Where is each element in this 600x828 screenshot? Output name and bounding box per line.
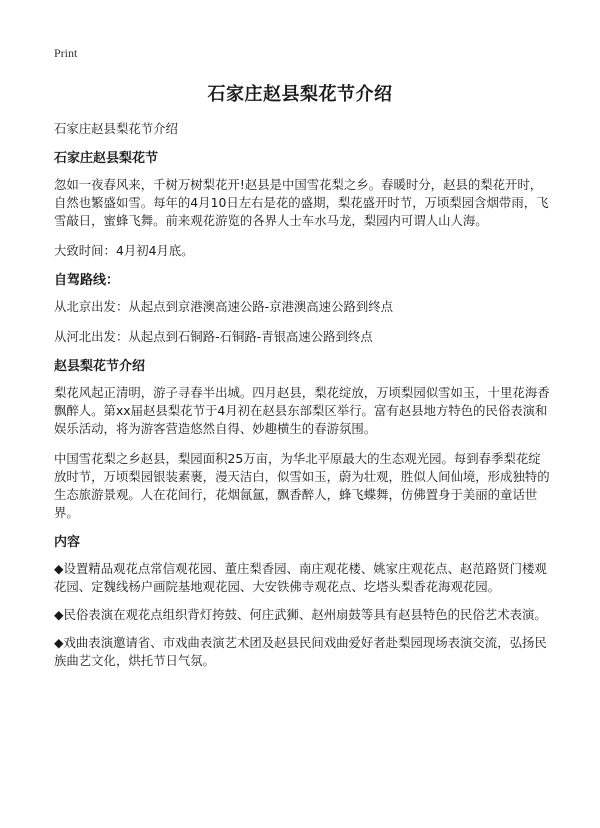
paragraph: 梨花风起正清明，游子寻春半出城。四月赵县，梨花绽放，万顷梨园似雪如玉，十里花海香飘醉人。第xx届赵县梨花节于4月初在赵县东部梨区举行。富有赵县地方特色的民俗表演和娱乐活动，将为游客营造悠然自得、妙趣横生的春游氛围。 xyxy=(54,385,550,436)
article-body xyxy=(54,120,550,680)
section-driving-route xyxy=(54,272,550,346)
section-heading: 内容 xyxy=(54,535,81,550)
paragraph: 中国雪花梨之乡赵县，梨园面积25万亩，为华北平原最大的生态观光园。每到春季梨花绽放时节，万顷梨园银装素裹，漫天洁白，似雪如玉，蔚为壮观，胜似人间仙境，形成独特的生态旅游景观。人在花间行，花烟氤氲，飘香醉人，蜂飞蝶舞，仿佛置身于美丽的童话世界。 xyxy=(54,451,550,520)
section-festival xyxy=(54,150,550,260)
bullet-item: ◆戏曲表演邀请省、市戏曲表演艺术团及赵县民间戏曲爱好者赴梨园现场表演交流，弘扬民族曲艺文化，烘托节日气氛。 xyxy=(54,635,547,668)
paragraph: 大致时间：4月初4月底。 xyxy=(54,243,194,258)
section-introduction xyxy=(54,358,550,522)
paragraph: 从河北出发：从起点到石铜路-石铜路-青银高速公路到终点 xyxy=(54,329,373,344)
article-subtitle: 石家庄赵县梨花节介绍 xyxy=(54,121,178,136)
section-heading: 石家庄赵县梨花节 xyxy=(54,151,159,166)
section-heading: 自驾路线： xyxy=(54,273,120,288)
section-content xyxy=(54,534,550,670)
section-heading: 赵县梨花节介绍 xyxy=(54,359,146,374)
bullet-item: ◆设置精品观花点常信观花园、董庄梨香园、南庄观花楼、姚家庄观花点、赵范路贤门楼观花园、定魏线杨户画院基地观花园、大安铁佛寺观花点、圪塔头梨香花海观花园。 xyxy=(54,561,547,594)
paragraph: 从北京出发：从起点到京港澳高速公路-京港澳高速公路到终点 xyxy=(54,299,394,314)
bullet-item: ◆民俗表演在观花点组织背灯挎鼓、何庄武狮、赵州扇鼓等具有赵县特色的民俗艺术表演。 xyxy=(54,607,547,622)
page-title: 石家庄赵县梨花节介绍 xyxy=(207,84,393,105)
paragraph: 忽如一夜春风来，千树万树梨花开!赵县是中国雪花梨之乡。春暖时分，赵县的梨花开时，自然也繁盛如雪。每年的4月10日左右是花的盛期，梨花盛开时节，万顷梨园含烟带雨，飞雪敲日，蜜蜂飞舞。前来观花游览的各界人士车水马龙，梨园内可谓人山人海。 xyxy=(54,177,549,228)
print-link[interactable]: Print xyxy=(54,46,78,60)
